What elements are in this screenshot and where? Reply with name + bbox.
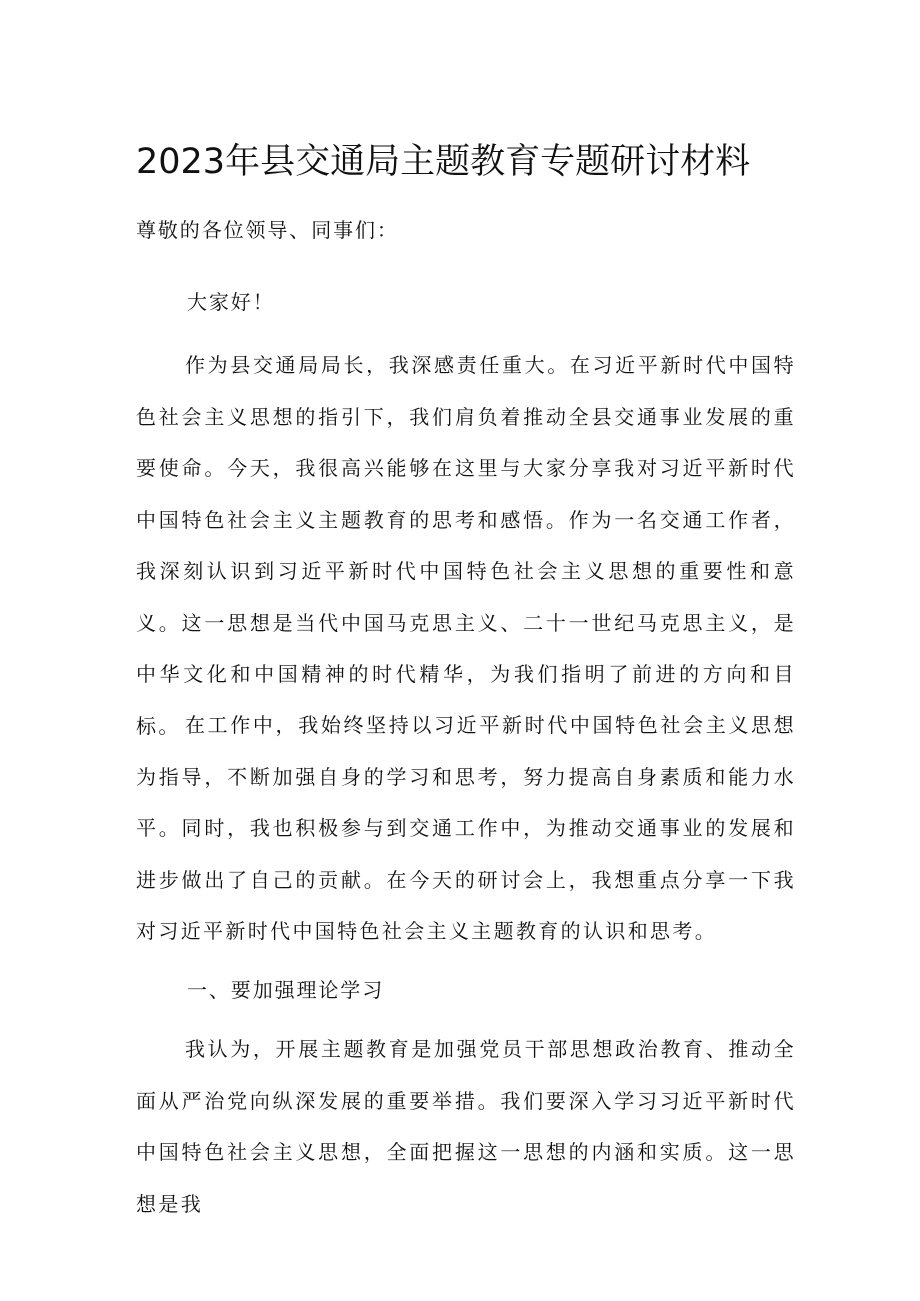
- section-heading: 一、要加强理论学习: [187, 978, 385, 1002]
- paragraph-introduction: 作为县交通局局长，我深感责任重大。在习近平新时代中国特色社会主义思想的指引下，我们肩负着推动全县交通事业发展的重要使命。今天，我很高兴能够在这里与大家分享我对习近平新时代中国特色社会主义主题教育的思考和感悟。作为一名交通工作者，我深刻认识到习近平新时代中国特色社会主义思想的重要性和意义。这一思想是当代中国马克思主义、二十一世纪马克思主义，是中华文化和中国精神的时代精华，为我们指明了前进的方向和目标。: [136, 353, 796, 738]
- salutation: 尊敬的各位领导、同事们：: [136, 218, 399, 242]
- paragraph-work: 在工作中，我始终坚持以习近平新时代中国特色社会主义思想为指导，不断加强自身的学习和思考，努力提高自身素质和能力水平。同时，我也积极参与到交通工作中，为推动交通事业的发展和进步做出了自己的贡献。在今天的研讨会上，我想重点分享一下我对习近平新时代中国特色社会主义主题教育的认识和思考。: [136, 713, 796, 943]
- document-title: 2023年县交通局主题教育专题研讨材料: [136, 142, 751, 182]
- greeting: 大家好！: [187, 290, 275, 314]
- paragraph-theory-study: 我认为，开展主题教育是加强党员干部思想政治教育、推动全面从严治党向纵深发展的重要举措。我们要深入学习习近平新时代中国特色社会主义思想，全面把握这一思想的内涵和实质。这一思想是我: [136, 1037, 796, 1216]
